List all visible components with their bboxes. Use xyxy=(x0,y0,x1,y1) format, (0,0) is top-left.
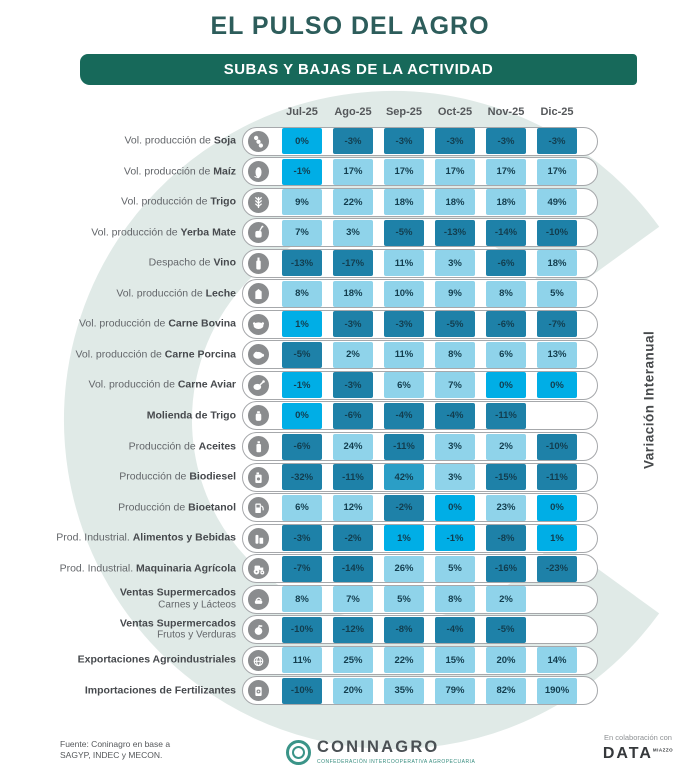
heatmap-cell: -5% xyxy=(486,617,526,643)
heatmap-cell: 17% xyxy=(333,159,373,185)
heatmap-cell: -11% xyxy=(333,464,373,490)
heatmap-cell: 8% xyxy=(282,281,322,307)
row-label: Prod. Industrial. Alimentos y Bebidas xyxy=(56,531,236,544)
month-header-ago-25: Ago-25 xyxy=(334,106,372,118)
heatmap-cell: 2% xyxy=(486,586,526,612)
bioetanol-icon xyxy=(246,495,271,520)
aceites-icon xyxy=(246,434,271,459)
row-label: Producción de Aceites xyxy=(128,439,236,452)
heatmap-cell: 190% xyxy=(537,678,577,704)
row-label: Vol. producción de Carne Porcina xyxy=(75,348,236,361)
row-label: Vol. producción de Trigo xyxy=(121,195,236,208)
super-frutos-icon xyxy=(246,617,271,642)
heatmap-cell: 12% xyxy=(333,495,373,521)
heatmap-cell: 17% xyxy=(486,159,526,185)
heatmap-cell: 17% xyxy=(384,159,424,185)
heatmap-cell: 17% xyxy=(537,159,577,185)
heatmap-cell: 2% xyxy=(486,434,526,460)
row-label: Vol. producción de Leche xyxy=(116,287,236,299)
heatmap-cell: 3% xyxy=(435,250,475,276)
month-header-oct-25: Oct-25 xyxy=(437,106,473,118)
heatmap-cell: -3% xyxy=(537,128,577,154)
coninagro-logo-tagline: CONFEDERACIÓN INTERCOOPERATIVA AGROPECUARIA xyxy=(317,759,476,765)
carne-bovina-icon xyxy=(246,312,271,337)
row-label: Ventas Supermercados Carnes y Lácteos xyxy=(119,586,236,611)
heatmap-cell: 0% xyxy=(537,495,577,521)
heatmap-cell: -5% xyxy=(282,342,322,368)
heatmap-cell: -1% xyxy=(282,159,322,185)
heatmap-cell: -8% xyxy=(486,525,526,551)
alimentos-bebidas-icon xyxy=(246,526,271,551)
heatmap-cell: -23% xyxy=(537,556,577,582)
heatmap-cell: -3% xyxy=(384,311,424,337)
heatmap-cell: -16% xyxy=(486,556,526,582)
heatmap-cell: -1% xyxy=(435,525,475,551)
heatmap-cell: -3% xyxy=(384,128,424,154)
yerba-mate-icon xyxy=(246,220,271,245)
heatmap-cell: -6% xyxy=(486,311,526,337)
heatmap-cell: 9% xyxy=(435,281,475,307)
heatmap-cell: 0% xyxy=(537,372,577,398)
heatmap-cell: 1% xyxy=(282,311,322,337)
source-note-line1: Fuente: Coninagro en base a xyxy=(60,739,171,749)
subtitle-banner-text: SUBAS Y BAJAS DE LA ACTIVIDAD xyxy=(223,61,494,78)
heatmap-cell: 3% xyxy=(435,464,475,490)
heatmap-cell: -10% xyxy=(282,617,322,643)
heatmap-cell: -13% xyxy=(435,220,475,246)
vino-icon xyxy=(246,251,271,276)
heatmap-cell: 18% xyxy=(435,189,475,215)
heatmap-cell: -2% xyxy=(333,525,373,551)
carne-aviar-icon xyxy=(246,373,271,398)
heatmap-cell: -1% xyxy=(282,372,322,398)
heatmap-cell: -6% xyxy=(486,250,526,276)
row-label: Importaciones de Fertilizantes xyxy=(84,684,236,697)
heatmap-cell: 15% xyxy=(435,647,475,673)
maiz-icon xyxy=(246,159,271,184)
heatmap-cell: -32% xyxy=(282,464,322,490)
row-label: Vol. producción de Carne Aviar xyxy=(88,378,236,391)
collaboration-label: En colaboración con xyxy=(604,733,672,742)
heatmap-cell: -3% xyxy=(333,311,373,337)
heatmap-cell: 0% xyxy=(282,128,322,154)
biodiesel-icon xyxy=(246,465,271,490)
super-carnes-icon xyxy=(246,587,271,612)
heatmap-cell: 18% xyxy=(537,250,577,276)
heatmap-cell: -4% xyxy=(384,403,424,429)
month-header-dic-25: Dic-25 xyxy=(540,106,574,118)
heatmap-cell: -13% xyxy=(282,250,322,276)
row-label: Despacho de Vino xyxy=(148,256,236,269)
soja-icon xyxy=(246,129,271,154)
heatmap-cell: 42% xyxy=(384,464,424,490)
side-axis-label: Variación Interanual xyxy=(641,330,657,470)
coninagro-logo-icon xyxy=(286,740,311,765)
collaboration-block xyxy=(588,733,688,763)
heatmap-cell: 5% xyxy=(435,556,475,582)
heatmap-cell: 6% xyxy=(384,372,424,398)
heatmap-cell: -5% xyxy=(384,220,424,246)
heatmap-cell: 22% xyxy=(384,647,424,673)
row-label: Vol. producción de Maíz xyxy=(123,164,236,177)
heatmap-cell: -11% xyxy=(486,403,526,429)
heatmap-cell: 9% xyxy=(282,189,322,215)
heatmap-cell: -10% xyxy=(282,678,322,704)
coninagro-logo-name: CONINAGRO xyxy=(317,738,440,756)
heatmap-cell: -14% xyxy=(333,556,373,582)
heatmap-cell: -3% xyxy=(282,525,322,551)
source-note-line2: SAGYP, INDEC y MECON. xyxy=(60,750,163,760)
heatmap-cell: -15% xyxy=(486,464,526,490)
data-miazzo-logo: $DATA^{MIAZZO}$ xyxy=(602,745,674,762)
heatmap-cell: 13% xyxy=(537,342,577,368)
heatmap-cell: 0% xyxy=(486,372,526,398)
heatmap-cell: 49% xyxy=(537,189,577,215)
heatmap-cell: -10% xyxy=(537,434,577,460)
heatmap-cell: 7% xyxy=(333,586,373,612)
heatmap-cell: -10% xyxy=(537,220,577,246)
source-note xyxy=(60,739,170,761)
month-header-jul-25: Jul-25 xyxy=(286,106,318,118)
heatmap-cell: 1% xyxy=(537,525,577,551)
row-label: Prod. Industrial. Maquinaria Agrícola xyxy=(59,561,236,574)
heatmap-cell: -4% xyxy=(435,617,475,643)
heatmap-cell: 7% xyxy=(435,372,475,398)
heatmap-cell: -5% xyxy=(435,311,475,337)
row-label: Vol. producción de Yerba Mate xyxy=(91,225,236,238)
heatmap-cell: 0% xyxy=(282,403,322,429)
heatmap-cell: 0% xyxy=(435,495,475,521)
month-header-sep-25: Sep-25 xyxy=(385,106,423,118)
heatmap-cell: 6% xyxy=(282,495,322,521)
heatmap-cell: -2% xyxy=(384,495,424,521)
heatmap-cell: 26% xyxy=(384,556,424,582)
row-label: Vol. producción de Carne Bovina xyxy=(79,317,236,330)
heatmap-cell: -3% xyxy=(435,128,475,154)
trigo-icon xyxy=(246,190,271,215)
heatmap-cell: -3% xyxy=(486,128,526,154)
exportaciones-icon xyxy=(246,648,271,673)
page-title: EL PULSO DEL AGRO xyxy=(210,12,490,40)
row-label: Ventas Supermercados Frutos y Verduras xyxy=(119,617,236,641)
heatmap-cell: 79% xyxy=(435,678,475,704)
heatmap-cell: 1% xyxy=(384,525,424,551)
row-label: Producción de Bioetanol xyxy=(118,500,236,513)
row-label: Exportaciones Agroindustriales xyxy=(77,653,236,666)
heatmap-cell: 22% xyxy=(333,189,373,215)
heatmap-cell: 20% xyxy=(486,647,526,673)
heatmap-cell: 20% xyxy=(333,678,373,704)
molienda-icon xyxy=(246,403,271,428)
heatmap-cell: 35% xyxy=(384,678,424,704)
heatmap-cell: 7% xyxy=(282,220,322,246)
heatmap-cell: 10% xyxy=(384,281,424,307)
heatmap-cell: 17% xyxy=(435,159,475,185)
coninagro-logo xyxy=(286,738,475,765)
heatmap-cell: 3% xyxy=(333,220,373,246)
row-label: Producción de Biodiesel xyxy=(119,470,236,483)
heatmap-cell: -3% xyxy=(333,128,373,154)
maquinaria-icon xyxy=(246,556,271,581)
importaciones-icon xyxy=(246,678,271,703)
heatmap-cell: 8% xyxy=(435,342,475,368)
heatmap-cell: 11% xyxy=(384,342,424,368)
heatmap-cell: -4% xyxy=(435,403,475,429)
heatmap-cell: -6% xyxy=(333,403,373,429)
heatmap-cell: -12% xyxy=(333,617,373,643)
heatmap-cell: 11% xyxy=(384,250,424,276)
heatmap-cell: 5% xyxy=(384,586,424,612)
heatmap-cell: 18% xyxy=(333,281,373,307)
heatmap-cell: -11% xyxy=(384,434,424,460)
heatmap-cell: 8% xyxy=(486,281,526,307)
heatmap-cell: 8% xyxy=(435,586,475,612)
heatmap-cell: 14% xyxy=(537,647,577,673)
carne-porcina-icon xyxy=(246,342,271,367)
heatmap-cell: -6% xyxy=(282,434,322,460)
heatmap-cell: 2% xyxy=(333,342,373,368)
heatmap-cell: 6% xyxy=(486,342,526,368)
heatmap-cell: -11% xyxy=(537,464,577,490)
row-label: Molienda de Trigo xyxy=(146,409,236,422)
leche-icon xyxy=(246,281,271,306)
heatmap-cell: -3% xyxy=(333,372,373,398)
heatmap-cell: 18% xyxy=(486,189,526,215)
heatmap-cell: 3% xyxy=(435,434,475,460)
heatmap-cell: -8% xyxy=(384,617,424,643)
heatmap-cell: -7% xyxy=(537,311,577,337)
month-header-nov-25: Nov-25 xyxy=(487,106,525,118)
heatmap-cell: -14% xyxy=(486,220,526,246)
subtitle-banner xyxy=(80,54,637,85)
heatmap-cell: 82% xyxy=(486,678,526,704)
row-label: Vol. producción de Soja xyxy=(124,134,236,147)
heatmap-cell: 5% xyxy=(537,281,577,307)
heatmap-cell: 18% xyxy=(384,189,424,215)
heatmap-cell: 25% xyxy=(333,647,373,673)
heatmap-cell: 24% xyxy=(333,434,373,460)
data-miazzo-logo-sup: MIAZZO xyxy=(652,747,674,753)
heatmap-cell: 8% xyxy=(282,586,322,612)
heatmap-cell: -17% xyxy=(333,250,373,276)
heatmap-cell: 23% xyxy=(486,495,526,521)
heatmap-cell: -7% xyxy=(282,556,322,582)
heatmap-cell: 11% xyxy=(282,647,322,673)
